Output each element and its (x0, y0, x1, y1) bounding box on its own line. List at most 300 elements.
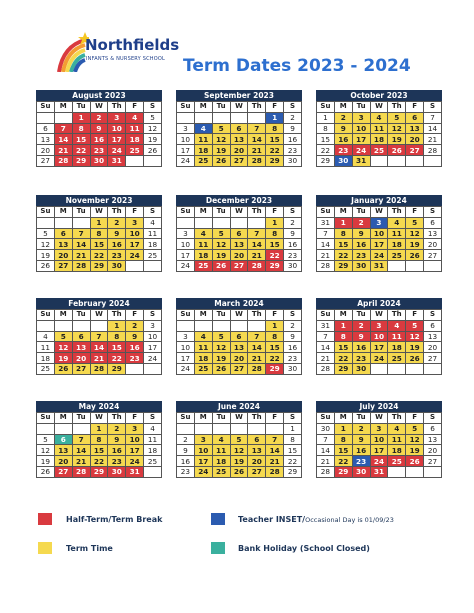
day-cell: 3 (177, 123, 195, 134)
day-cell: 4 (37, 331, 55, 342)
day-cell: 2 (126, 320, 144, 331)
weekday-header: M (194, 413, 212, 424)
day-cell: 15 (90, 239, 108, 250)
day-cell: 13 (248, 445, 266, 456)
day-cell: 7 (90, 331, 108, 342)
weekday-header: Th (108, 207, 126, 218)
day-cell: 21 (317, 250, 335, 261)
day-cell: 1 (334, 320, 352, 331)
day-cell: 8 (334, 228, 352, 239)
week-row (177, 239, 302, 250)
day-cell: 25 (144, 250, 162, 261)
weekday-header: Tu (352, 310, 370, 321)
inset-swatch (211, 513, 225, 525)
day-cell: 23 (352, 456, 370, 467)
day-cell: 23 (284, 250, 302, 261)
day-cell: 8 (284, 434, 302, 445)
day-cell: 29 (72, 155, 90, 166)
weekday-header: Su (317, 102, 335, 113)
day-cell: 30 (352, 363, 370, 374)
day-cell: 4 (194, 331, 212, 342)
month-table (316, 412, 442, 478)
week-row (317, 342, 442, 353)
week-row (37, 342, 162, 353)
day-cell: 26 (230, 466, 248, 477)
day-cell: 13 (72, 342, 90, 353)
month-title: June 2024 (176, 401, 302, 412)
day-cell: 3 (370, 423, 388, 434)
day-cell: 22 (334, 353, 352, 364)
month-title: May 2024 (36, 401, 162, 412)
day-cell: 14 (248, 239, 266, 250)
day-cell: 24 (177, 363, 195, 374)
day-cell: 30 (108, 466, 126, 477)
day-cell: 3 (108, 112, 126, 123)
bank-holiday-swatch (211, 542, 225, 554)
day-cell: 25 (126, 145, 144, 156)
weekday-header: M (54, 207, 72, 218)
term-time-swatch (38, 542, 52, 554)
week-row (37, 239, 162, 250)
day-cell (424, 260, 442, 271)
week-row (37, 423, 162, 434)
week-row (177, 217, 302, 228)
day-cell: 15 (266, 342, 284, 353)
day-cell: 21 (72, 456, 90, 467)
day-cell: 21 (317, 456, 335, 467)
day-cell: 18 (37, 353, 55, 364)
week-row (177, 155, 302, 166)
day-cell (248, 112, 266, 123)
day-cell: 16 (352, 239, 370, 250)
day-cell: 14 (72, 239, 90, 250)
day-cell: 5 (144, 112, 162, 123)
day-cell: 5 (230, 434, 248, 445)
month-table (176, 309, 302, 375)
day-cell: 16 (352, 342, 370, 353)
day-cell: 12 (37, 445, 55, 456)
day-cell: 28 (266, 466, 284, 477)
day-cell: 11 (144, 434, 162, 445)
day-cell: 2 (352, 217, 370, 228)
day-cell: 7 (317, 228, 335, 239)
day-cell: 2 (108, 423, 126, 434)
day-cell: 14 (317, 342, 335, 353)
day-cell: 23 (108, 456, 126, 467)
day-cell: 29 (90, 466, 108, 477)
weekday-header: Tu (352, 102, 370, 113)
day-cell (194, 112, 212, 123)
weekday-header: Su (317, 310, 335, 321)
day-cell: 10 (194, 445, 212, 456)
day-cell: 23 (352, 250, 370, 261)
day-cell: 22 (108, 353, 126, 364)
day-cell (212, 112, 230, 123)
day-cell: 11 (388, 228, 406, 239)
week-row (177, 353, 302, 364)
day-cell: 19 (406, 445, 424, 456)
day-cell: 26 (388, 145, 406, 156)
week-row (177, 228, 302, 239)
weekday-header: F (126, 310, 144, 321)
day-cell (212, 320, 230, 331)
month-calendar (36, 401, 162, 478)
day-cell: 22 (266, 250, 284, 261)
weekday-header: Th (248, 102, 266, 113)
weekday-header: W (90, 310, 108, 321)
week-row (37, 260, 162, 271)
day-cell: 3 (370, 217, 388, 228)
day-cell: 3 (177, 228, 195, 239)
weekday-header: F (266, 102, 284, 113)
day-cell: 5 (388, 112, 406, 123)
day-cell: 31 (317, 217, 335, 228)
day-cell (144, 466, 162, 477)
day-cell: 16 (108, 239, 126, 250)
day-cell: 2 (352, 423, 370, 434)
week-row (37, 456, 162, 467)
day-cell (388, 260, 406, 271)
day-cell (54, 320, 72, 331)
month-table (176, 101, 302, 167)
day-cell: 9 (352, 228, 370, 239)
month-table (36, 101, 162, 167)
weekday-header: W (90, 207, 108, 218)
month-title: July 2024 (316, 401, 442, 412)
day-cell: 5 (212, 228, 230, 239)
day-cell: 25 (370, 145, 388, 156)
week-row (37, 331, 162, 342)
weekday-header: M (334, 413, 352, 424)
day-cell: 12 (406, 434, 424, 445)
day-cell: 17 (177, 353, 195, 364)
day-cell: 29 (317, 155, 335, 166)
day-cell: 28 (248, 260, 266, 271)
day-cell: 30 (108, 260, 126, 271)
day-cell: 12 (212, 239, 230, 250)
month-calendar (36, 195, 162, 272)
day-cell: 30 (334, 155, 352, 166)
day-cell: 17 (108, 134, 126, 145)
day-cell: 28 (248, 155, 266, 166)
day-cell: 15 (334, 342, 352, 353)
week-row (317, 217, 442, 228)
day-cell: 2 (284, 217, 302, 228)
day-cell (230, 217, 248, 228)
day-cell: 30 (284, 155, 302, 166)
day-cell: 23 (177, 466, 195, 477)
day-cell: 19 (37, 250, 55, 261)
weekday-header: S (144, 413, 162, 424)
day-cell: 7 (72, 228, 90, 239)
day-cell (248, 320, 266, 331)
month-title: March 2024 (176, 298, 302, 309)
day-cell: 22 (334, 456, 352, 467)
day-cell: 22 (90, 456, 108, 467)
day-cell: 27 (248, 466, 266, 477)
day-cell: 21 (248, 145, 266, 156)
weekday-header: W (370, 310, 388, 321)
day-cell (370, 363, 388, 374)
week-row (177, 145, 302, 156)
day-cell: 23 (284, 353, 302, 364)
day-cell: 3 (144, 320, 162, 331)
day-cell: 13 (424, 331, 442, 342)
day-cell: 3 (126, 423, 144, 434)
day-cell: 24 (370, 250, 388, 261)
weekday-header: Su (177, 310, 195, 321)
month-calendar (176, 195, 302, 272)
day-cell: 10 (177, 239, 195, 250)
day-cell: 28 (317, 363, 335, 374)
day-cell: 24 (126, 250, 144, 261)
week-row (317, 331, 442, 342)
day-cell (406, 466, 424, 477)
weekday-header: S (144, 207, 162, 218)
day-cell: 17 (370, 445, 388, 456)
day-cell: 25 (388, 353, 406, 364)
day-cell: 4 (144, 217, 162, 228)
day-cell: 9 (108, 228, 126, 239)
day-cell: 5 (406, 423, 424, 434)
day-cell (230, 320, 248, 331)
day-cell: 22 (334, 250, 352, 261)
day-cell (177, 320, 195, 331)
weekday-header: Su (37, 310, 55, 321)
week-row (317, 363, 442, 374)
day-cell: 18 (194, 353, 212, 364)
week-row (37, 353, 162, 364)
day-cell (126, 155, 144, 166)
day-cell: 9 (90, 123, 108, 134)
day-cell: 24 (144, 353, 162, 364)
weekday-header: F (126, 102, 144, 113)
day-cell: 8 (90, 228, 108, 239)
logo-subtitle: INFANTS & NURSERY SCHOOL (86, 56, 165, 62)
day-cell: 23 (284, 145, 302, 156)
day-cell: 17 (144, 342, 162, 353)
weekday-header: W (370, 207, 388, 218)
week-row (37, 434, 162, 445)
day-cell: 17 (177, 145, 195, 156)
week-row (37, 155, 162, 166)
day-cell: 24 (108, 145, 126, 156)
day-cell (194, 217, 212, 228)
month-title: September 2023 (176, 90, 302, 101)
day-cell: 13 (54, 239, 72, 250)
day-cell: 1 (334, 217, 352, 228)
day-cell: 12 (388, 123, 406, 134)
day-cell: 1 (266, 320, 284, 331)
day-cell: 15 (334, 445, 352, 456)
weekday-header: Th (388, 102, 406, 113)
day-cell: 5 (37, 228, 55, 239)
week-row (177, 112, 302, 123)
day-cell: 6 (37, 123, 55, 134)
day-cell: 11 (370, 123, 388, 134)
week-row (317, 112, 442, 123)
day-cell: 15 (90, 445, 108, 456)
day-cell: 24 (352, 145, 370, 156)
weekday-header: Su (37, 102, 55, 113)
day-cell: 12 (212, 134, 230, 145)
day-cell: 21 (248, 353, 266, 364)
day-cell: 27 (406, 145, 424, 156)
day-cell: 20 (406, 134, 424, 145)
day-cell: 12 (54, 342, 72, 353)
day-cell: 5 (212, 331, 230, 342)
weekday-header: F (406, 310, 424, 321)
day-cell: 18 (144, 445, 162, 456)
day-cell: 8 (334, 434, 352, 445)
day-cell: 24 (126, 456, 144, 467)
weekday-header: Th (108, 413, 126, 424)
half-term-swatch (38, 513, 52, 525)
day-cell: 27 (54, 260, 72, 271)
week-row (177, 250, 302, 261)
day-cell: 24 (370, 456, 388, 467)
day-cell: 9 (334, 123, 352, 134)
weekday-header: F (266, 310, 284, 321)
day-cell: 31 (126, 466, 144, 477)
day-cell: 21 (266, 456, 284, 467)
day-cell: 12 (144, 123, 162, 134)
day-cell: 13 (406, 123, 424, 134)
week-row (37, 320, 162, 331)
day-cell: 17 (370, 239, 388, 250)
day-cell: 5 (37, 434, 55, 445)
day-cell: 10 (352, 123, 370, 134)
week-row (37, 145, 162, 156)
day-cell: 23 (108, 250, 126, 261)
weekday-header: Tu (352, 413, 370, 424)
day-cell: 10 (177, 342, 195, 353)
day-cell: 31 (370, 260, 388, 271)
weekday-header: Th (108, 310, 126, 321)
week-row (177, 466, 302, 477)
day-cell: 24 (194, 466, 212, 477)
week-row (37, 217, 162, 228)
day-cell (388, 155, 406, 166)
day-cell: 22 (266, 145, 284, 156)
day-cell: 16 (126, 342, 144, 353)
day-cell: 4 (194, 228, 212, 239)
day-cell: 6 (424, 423, 442, 434)
day-cell (388, 363, 406, 374)
day-cell: 20 (230, 250, 248, 261)
day-cell: 12 (230, 445, 248, 456)
day-cell: 18 (212, 456, 230, 467)
day-cell: 27 (54, 466, 72, 477)
day-cell: 2 (108, 217, 126, 228)
month-title: February 2024 (36, 298, 162, 309)
day-cell: 6 (72, 331, 90, 342)
day-cell: 2 (284, 320, 302, 331)
day-cell: 18 (194, 250, 212, 261)
weekday-header: W (90, 413, 108, 424)
month-calendar (316, 195, 442, 272)
day-cell: 1 (266, 112, 284, 123)
day-cell: 1 (266, 217, 284, 228)
day-cell (406, 155, 424, 166)
day-cell (388, 466, 406, 477)
day-cell: 9 (284, 123, 302, 134)
day-cell: 20 (424, 445, 442, 456)
day-cell: 13 (54, 445, 72, 456)
day-cell: 2 (352, 320, 370, 331)
day-cell: 31 (317, 320, 335, 331)
day-cell: 28 (317, 260, 335, 271)
day-cell: 1 (317, 112, 335, 123)
day-cell: 3 (194, 434, 212, 445)
weekday-header: Tu (72, 102, 90, 113)
legend-half-term: Half-Term/Term Break (66, 515, 163, 524)
day-cell: 8 (266, 123, 284, 134)
day-cell: 7 (248, 331, 266, 342)
day-cell: 15 (108, 342, 126, 353)
day-cell (370, 155, 388, 166)
day-cell: 2 (284, 112, 302, 123)
week-row (177, 320, 302, 331)
day-cell: 8 (266, 331, 284, 342)
day-cell: 21 (90, 353, 108, 364)
week-row (317, 434, 442, 445)
day-cell (230, 423, 248, 434)
day-cell: 11 (388, 434, 406, 445)
day-cell: 14 (72, 445, 90, 456)
legend-inset-label: Teacher INSET/ (238, 515, 306, 524)
week-row (177, 363, 302, 374)
weekday-header: Tu (72, 413, 90, 424)
month-table (316, 309, 442, 375)
day-cell: 26 (212, 155, 230, 166)
weekday-header: S (284, 207, 302, 218)
day-cell: 4 (212, 434, 230, 445)
weekday-header: S (424, 102, 442, 113)
day-cell: 18 (126, 134, 144, 145)
day-cell: 28 (90, 363, 108, 374)
page-title: Term Dates 2023 - 2024 (183, 56, 411, 76)
day-cell: 30 (352, 466, 370, 477)
day-cell: 15 (317, 134, 335, 145)
day-cell: 1 (284, 423, 302, 434)
week-row (177, 456, 302, 467)
day-cell: 6 (230, 228, 248, 239)
day-cell: 14 (90, 342, 108, 353)
day-cell: 29 (90, 260, 108, 271)
day-cell: 29 (284, 466, 302, 477)
day-cell: 7 (248, 228, 266, 239)
month-table (176, 206, 302, 272)
weekday-header: W (90, 102, 108, 113)
day-cell: 28 (248, 363, 266, 374)
day-cell (212, 217, 230, 228)
day-cell: 16 (90, 134, 108, 145)
day-cell: 20 (54, 250, 72, 261)
weekday-header: Tu (72, 310, 90, 321)
day-cell: 11 (37, 342, 55, 353)
weekday-header: Tu (352, 207, 370, 218)
day-cell: 10 (370, 434, 388, 445)
day-cell: 15 (284, 445, 302, 456)
month-calendar (36, 298, 162, 375)
week-row (37, 134, 162, 145)
weekday-header: Su (317, 207, 335, 218)
day-cell: 29 (334, 363, 352, 374)
week-row (37, 123, 162, 134)
day-cell: 27 (230, 155, 248, 166)
day-cell: 20 (248, 456, 266, 467)
